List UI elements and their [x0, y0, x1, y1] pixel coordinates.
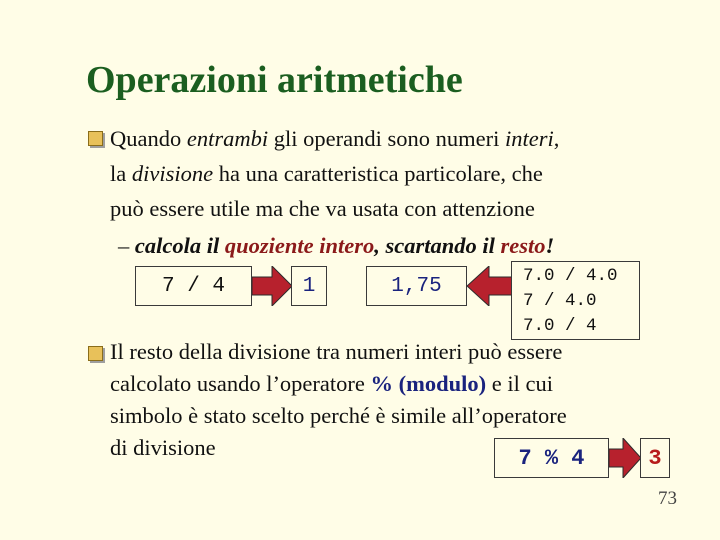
text-run: calcolato usando l’operatore [110, 371, 371, 396]
text-run: Quando [110, 126, 187, 151]
slide-title: Operazioni aritmetiche [86, 59, 463, 101]
bullet-2-line-2 [110, 368, 567, 400]
text-run: gli operandi sono numeri [268, 126, 505, 151]
bullet-marker [88, 131, 103, 146]
bullet-2-line-3: simbolo è stato scelto perché è simile all’operatore [110, 403, 567, 428]
bullet-1-text [110, 121, 559, 226]
text-run: e il cui [486, 371, 554, 396]
float-expression: 7 / 4.0 [523, 291, 597, 311]
text-run-highlight: resto [500, 233, 546, 258]
integer-quotient: 1 [291, 266, 327, 306]
text-run-emphasis: interi [504, 126, 554, 151]
text-run-emphasis: divisione [131, 161, 214, 186]
right-arrow-icon [252, 266, 292, 306]
page-number: 73 [658, 488, 677, 509]
text-run: la [110, 161, 132, 186]
modulo-result: 3 [640, 438, 670, 478]
float-expression: 7.0 / 4.0 [523, 266, 618, 286]
right-arrow-icon [609, 438, 641, 478]
left-arrow-icon [467, 266, 513, 306]
float-quotient: 1,75 [366, 266, 467, 306]
bullet-2-line-1: Il resto della divisione tra numeri interi può essere [110, 339, 563, 364]
text-run-bold-italic: , scartando il [374, 233, 501, 258]
bullet-2-line-4: di divisione [110, 435, 216, 460]
modulo-expression: 7 % 4 [494, 438, 609, 478]
bullet-1-line-3: può essere utile ma che va usata con attenzione [110, 196, 535, 221]
text-run: ha una caratteristica particolare, che [213, 161, 543, 186]
modulo-operator: % (modulo) [370, 371, 487, 396]
float-expression: 7.0 / 4 [523, 316, 597, 336]
dash: – [118, 233, 135, 258]
text-run-highlight: quoziente intero [224, 233, 375, 258]
text-run-bold-italic: calcola il [134, 233, 225, 258]
sub-point [118, 228, 554, 263]
division-expression: 7 / 4 [135, 266, 252, 306]
float-expressions-box [511, 261, 640, 340]
text-run-bold-italic: ! [545, 233, 555, 258]
bullet-1-line-1 [110, 121, 559, 156]
text-run-emphasis: entrambi [186, 126, 269, 151]
bullet-marker [88, 346, 103, 361]
text-run: , [553, 126, 560, 151]
bullet-1-line-2 [110, 156, 559, 191]
